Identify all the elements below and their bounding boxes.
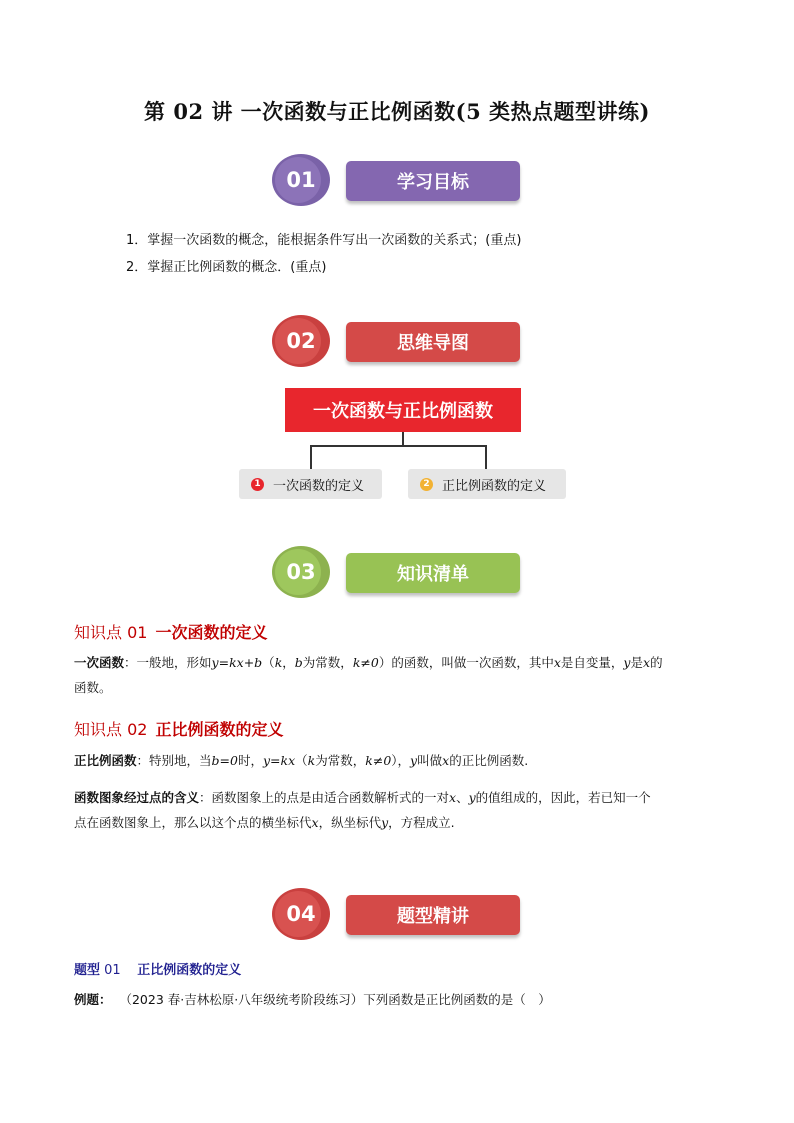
- number-badge-icon: 2: [420, 478, 433, 491]
- number-badge-icon: 1: [251, 478, 264, 491]
- section-label: 知识清单: [346, 553, 520, 593]
- mindmap-connector: [485, 445, 487, 469]
- section-number-circle: 01: [272, 154, 330, 206]
- section-label: 学习目标: [346, 161, 520, 201]
- mindmap-connector: [310, 445, 312, 469]
- section-label: 题型精讲: [346, 895, 520, 935]
- section-number-circle: 02: [272, 315, 330, 367]
- knowledge-heading-2: 知识点 02 正比例函数的定义: [74, 720, 284, 739]
- definition-proportional-function: 正比例函数：特别地，当b=0时，y=kx（k为常数，k≠0），y叫做x的正比例函数.: [74, 753, 529, 768]
- section-badge-04: [272, 890, 522, 938]
- definition-linear-function: 一次函数：一般地，形如y=kx+b（k，b为常数，k≠0）的函数，叫做一次函数，其中x是自变量，y是x的 函数。: [74, 655, 663, 695]
- mindmap-connector: [310, 445, 487, 447]
- mindmap-connector: [402, 432, 404, 446]
- section-label: 思维导图: [346, 322, 520, 362]
- goal-item-1: 1．掌握一次函数的概念，能根据条件写出一次函数的关系式；(重点): [126, 233, 522, 248]
- section-badge-03: [272, 548, 522, 596]
- goal-item-2: 2．掌握正比例函数的概念．(重点): [126, 260, 327, 275]
- mindmap-node-1: [239, 469, 382, 499]
- section-number-circle: 04: [272, 888, 330, 940]
- page-title: 第 02 讲 一次函数与正比例函数(5 类热点题型讲练): [144, 99, 650, 124]
- topic-heading: 题型 01 正比例函数的定义: [74, 963, 242, 978]
- section-badge-02: [272, 317, 522, 365]
- graph-point-meaning: 函数图象经过点的含义：函数图象上的点是由适合函数解析式的一对x、y的值组成的，因此，若已知一个 点在函数图象上，那么以这个点的横坐标代x，纵坐标代y，方程成立.: [74, 790, 651, 830]
- mindmap-node-label: 正比例函数的定义: [442, 478, 547, 494]
- section-number-circle: 03: [272, 546, 330, 598]
- mindmap-node-label: 一次函数的定义: [273, 478, 365, 494]
- knowledge-heading-1: 知识点 01 一次函数的定义: [74, 623, 268, 642]
- section-badge-01: [272, 156, 522, 204]
- example-question: 例题： （2023 春·吉林松原·八年级统考阶段练习）下列函数是正比例函数的是（ ）: [74, 992, 551, 1007]
- mindmap-node-2: [408, 469, 566, 499]
- mindmap-root: 一次函数与正比例函数: [285, 388, 521, 432]
